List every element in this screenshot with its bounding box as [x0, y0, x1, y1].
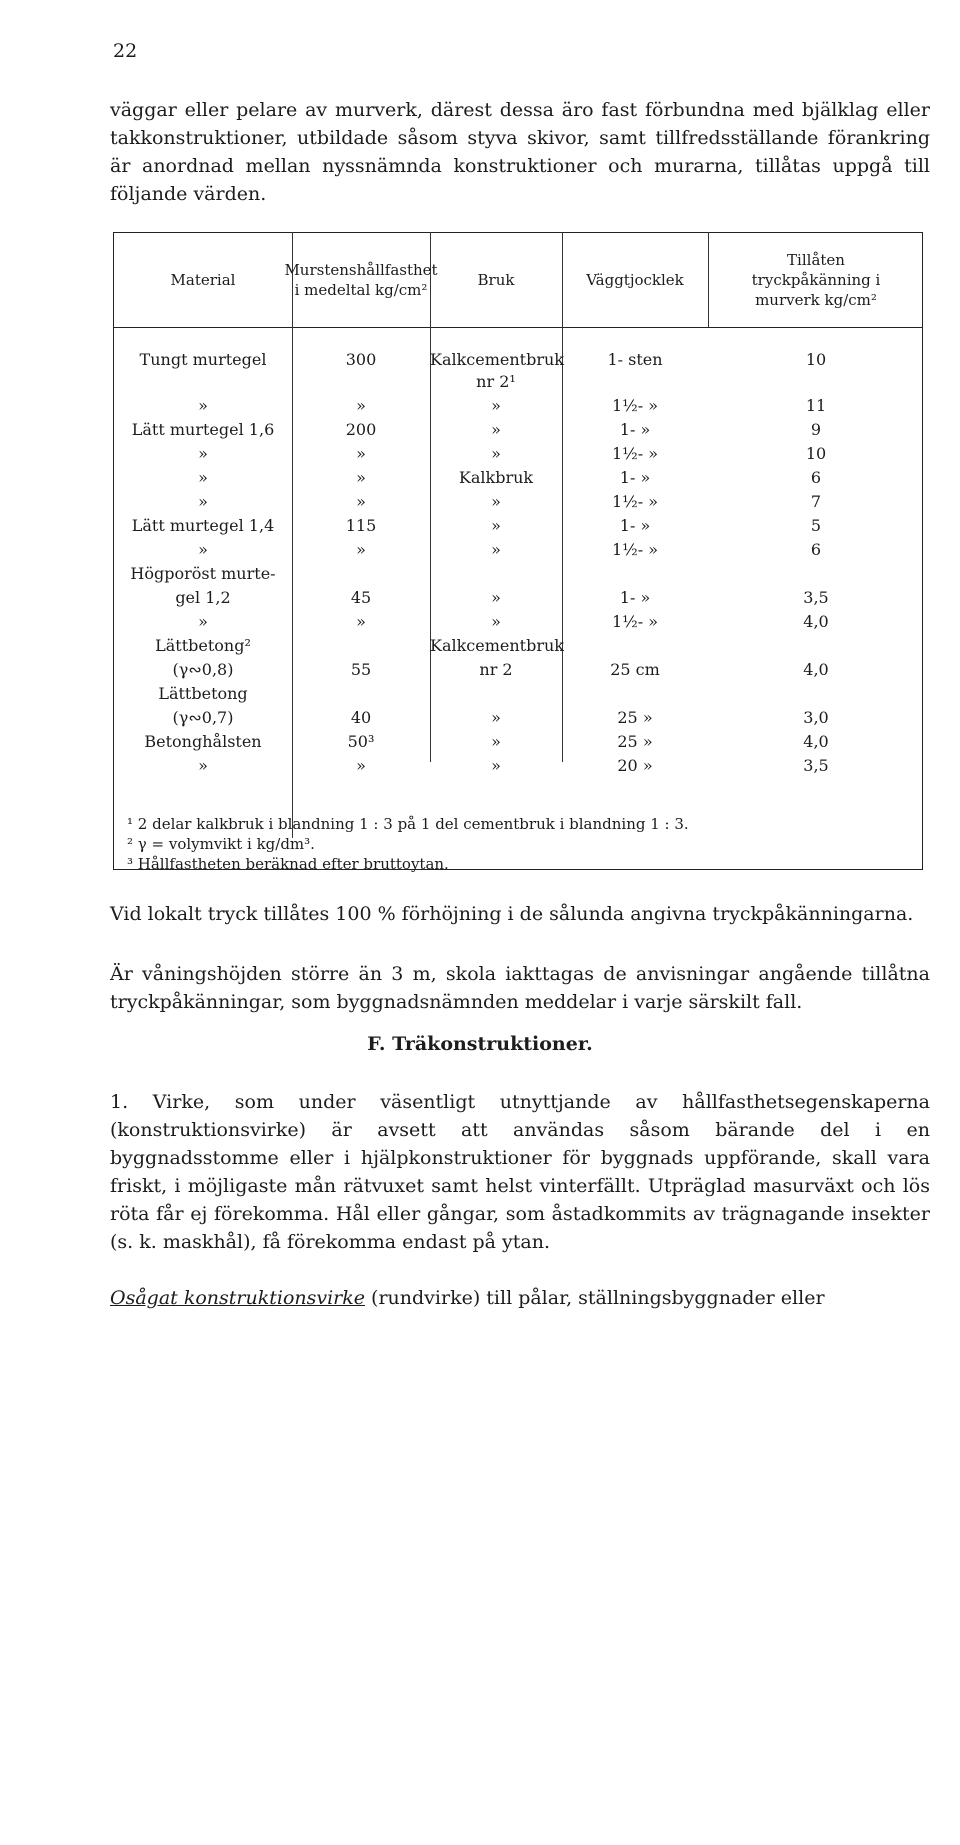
- row-strength: »: [356, 396, 366, 415]
- row-material: Lätt murtegel 1,6: [131, 420, 275, 439]
- row-wall-thickness: 25 »: [617, 708, 653, 727]
- row-pressure: 3,0: [803, 708, 829, 727]
- row-pressure: 7: [810, 492, 822, 511]
- header-material: Material: [170, 270, 236, 289]
- row-material: »: [198, 492, 208, 511]
- row-pressure: 10: [805, 350, 827, 369]
- timber-paragraph: 1. Virke, som under väsentligt utnyttjande av hållfasthetsegenskaperna (konstruktionsvirke) är avsett att användas såsom bärande del i en byggnadsstomme eller i hjälpkonstruktioner för byggnads uppförande, skall vara friskt, i möjligaste mån rätvuxet samt helst vinterfällt. Utpräglad masurväxt och lös röta får ej förekomma. Hål eller gångar, som åstadkommits av trägnagande insekter (s. k. maskhål), få förekomma endast på ytan.: [110, 1091, 930, 1253]
- row-material: Lätt murtegel 1,4: [131, 516, 275, 535]
- footnote-2: ² γ = volymvikt i kg/dm³.: [127, 835, 315, 853]
- row-material: Högporöst murte-: [130, 564, 276, 583]
- row-wall-thickness: 1½- »: [612, 444, 658, 463]
- row-bruk: nr 2: [479, 660, 513, 679]
- row-bruk: »: [491, 588, 501, 607]
- row-wall-thickness: 1½- »: [612, 492, 658, 511]
- row-wall-thickness: 1½- »: [612, 396, 658, 415]
- row-pressure: 11: [805, 396, 827, 415]
- row-material: »: [198, 540, 208, 559]
- row-material: Lättbetong: [158, 684, 248, 703]
- row-pressure: 4,0: [803, 732, 829, 751]
- row-material: (γ∾0,7): [172, 708, 234, 727]
- row-strength: »: [356, 540, 366, 559]
- header-strength: Murstenshållfasthet i medeltal kg/cm²: [284, 260, 438, 299]
- row-wall-thickness: 1- »: [619, 516, 651, 535]
- row-material: »: [198, 756, 208, 775]
- row-bruk: »: [491, 396, 501, 415]
- row-pressure: 10: [805, 444, 827, 463]
- row-material: (γ∾0,8): [172, 660, 234, 679]
- row-bruk: »: [491, 540, 501, 559]
- row-strength: 50³: [347, 732, 375, 751]
- row-pressure: 6: [810, 540, 822, 559]
- row-strength: 40: [350, 708, 372, 727]
- row-bruk: »: [491, 612, 501, 631]
- row-pressure: 9: [810, 420, 822, 439]
- table-header-rule: [114, 327, 922, 328]
- header-bruk: Bruk: [477, 270, 515, 289]
- row-strength: 115: [345, 516, 377, 535]
- pressure-table: [113, 232, 923, 873]
- row-strength: »: [356, 756, 366, 775]
- unsawn-timber-rest: (rundvirke) till pålar, ställningsbyggnader eller: [365, 1287, 825, 1309]
- row-strength: 300: [345, 350, 377, 369]
- row-material: »: [198, 396, 208, 415]
- footnote-3: ³ Hållfastheten beräknad efter bruttoytan.: [127, 855, 449, 873]
- row-wall-thickness: 1- »: [619, 468, 651, 487]
- row-pressure: 3,5: [803, 588, 829, 607]
- row-bruk: Kalkcementbruk: [430, 636, 564, 655]
- row-strength: »: [356, 612, 366, 631]
- header-wall: Väggtjocklek: [586, 270, 684, 289]
- row-bruk: »: [491, 708, 501, 727]
- row-wall-thickness: 20 »: [617, 756, 653, 775]
- intro-paragraph: väggar eller pelare av murverk, därest dessa äro fast förbundna med bjälklag eller takkonstruktioner, utbildade såsom styva skivor, samt tillfredsställande förankring är anordnad mellan nyssnämnda konstruktioner och murarna, tillåtas uppgå till följande värden.: [110, 99, 930, 205]
- page-number: 22: [113, 40, 138, 62]
- row-material: »: [198, 468, 208, 487]
- row-bruk: Kalkbruk: [458, 468, 534, 487]
- row-pressure: 5: [810, 516, 822, 535]
- row-material: gel 1,2: [175, 588, 231, 607]
- row-material: »: [198, 444, 208, 463]
- row-strength: »: [356, 444, 366, 463]
- row-strength: 200: [345, 420, 377, 439]
- col-divider-4: [708, 232, 709, 327]
- row-strength: »: [356, 468, 366, 487]
- row-bruk: »: [491, 492, 501, 511]
- row-material: »: [198, 612, 208, 631]
- row-wall-thickness: 25 cm: [610, 660, 660, 679]
- local-pressure-paragraph: Vid lokalt tryck tillåtes 100 % förhöjning i de sålunda angivna tryckpåkänningarna.: [110, 903, 914, 925]
- row-pressure: 4,0: [803, 612, 829, 631]
- row-wall-thickness: 1- sten: [607, 350, 663, 369]
- unsawn-timber-paragraph: [110, 1284, 930, 1312]
- section-heading: F. Träkonstruktioner.: [367, 1033, 593, 1055]
- row-wall-thickness: 1- »: [619, 420, 651, 439]
- row-bruk: »: [491, 444, 501, 463]
- row-material: Lättbetong²: [155, 636, 251, 655]
- row-pressure: 4,0: [803, 660, 829, 679]
- header-pressure: Tillåten tryckpåkänning i murverk kg/cm²: [751, 250, 881, 309]
- row-wall-thickness: 1½- »: [612, 540, 658, 559]
- row-pressure: 6: [810, 468, 822, 487]
- row-bruk: »: [491, 420, 501, 439]
- row-wall-thickness: 1½- »: [612, 612, 658, 631]
- row-bruk: »: [491, 516, 501, 535]
- row-material: Betonghålsten: [144, 732, 262, 751]
- row-wall-thickness: 25 »: [617, 732, 653, 751]
- row-bruk: nr 2¹: [476, 372, 516, 391]
- row-material: Tungt murtegel: [139, 350, 267, 369]
- row-strength: »: [356, 492, 366, 511]
- footnote-1: ¹ 2 delar kalkbruk i blandning 1 : 3 på 1 del cementbruk i blandning 1 : 3.: [127, 815, 689, 833]
- unsawn-timber-term: Osågat konstruktionsvirke: [110, 1287, 366, 1309]
- row-wall-thickness: 1- »: [619, 588, 651, 607]
- row-pressure: 3,5: [803, 756, 829, 775]
- row-strength: 45: [350, 588, 372, 607]
- row-bruk: »: [491, 756, 501, 775]
- row-bruk: Kalkcementbruk: [430, 350, 564, 369]
- storey-height-paragraph: Är våningshöjden större än 3 m, skola iakttagas de anvisningar angående tillåtna tryckpåkänningar, som byggnadsnämnden meddelar i varje särskilt fall.: [110, 963, 930, 1013]
- row-bruk: »: [491, 732, 501, 751]
- row-strength: 55: [350, 660, 372, 679]
